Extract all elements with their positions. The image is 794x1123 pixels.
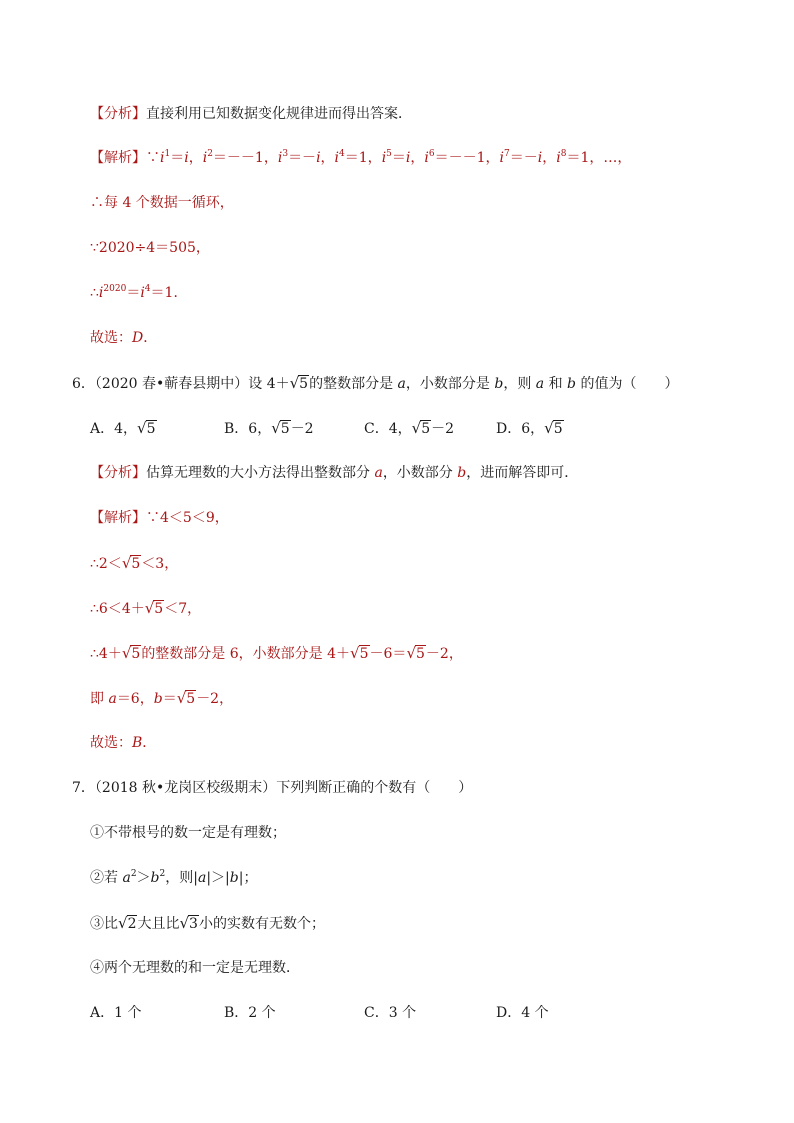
q6-choice: 故选：B． [90, 735, 157, 751]
q7-option-b[interactable]: B．2 个 [224, 1005, 276, 1021]
q6-option-c[interactable]: C．4，√5－2 [364, 419, 455, 437]
q6-solution-5: 即 a＝6，b＝√5－2， [90, 689, 234, 707]
q7-statement-2: ②若 $a^2>b^2$，则|a|＞|b|； [90, 869, 258, 886]
sqrt-5: √5 [289, 374, 309, 392]
q6-option-d[interactable]: D．6，√5 [496, 419, 563, 437]
q7-option-a[interactable]: A．1 个 [90, 1005, 142, 1021]
q5-choice: 故选：D． [90, 330, 158, 346]
q7-statement-3: ③比√2大且比√3小的实数有无数个； [90, 914, 325, 932]
q6-stem: 6．（2020 春•蕲春县期中）设 4＋√5的整数部分是 a，小数部分是 b，则 a 和 b 的值为（ ） [72, 374, 679, 392]
q6-solution-2: ∴2＜√5＜3， [90, 554, 179, 572]
q5-division-line: ∵2020÷4＝505， [90, 240, 210, 256]
q5-solution: 【解析】$\because i^1=i$，$i^2=--1$，$i^3=-i$，$i^4=1$，$i^5=i$，$i^6=--1$，$i^7=-i$，$i^8=1$，…， [90, 149, 632, 166]
q5-cycle-line: ∴每 4 个数据一循环， [90, 195, 234, 211]
q7-stem: 7．（2018 秋•龙岗区校级期末）下列判断正确的个数有（ ） [72, 780, 473, 796]
q6-analysis: 【分析】估算无理数的大小方法得出整数部分 a，小数部分 b，进而解答即可． [90, 465, 579, 481]
q7-statement-1: ①不带根号的数一定是有理数； [90, 825, 286, 841]
q5-analysis: 【分析】直接利用已知数据变化规律进而得出答案． [90, 106, 412, 122]
q7-option-c[interactable]: C．3 个 [364, 1005, 417, 1021]
q6-solution-3: ∴6＜4＋√5＜7， [90, 599, 202, 617]
q6-option-a[interactable]: A．4，√5 [90, 419, 156, 437]
q7-option-d[interactable]: D．4 个 [496, 1005, 549, 1021]
q6-solution-1: 【解析】∵4＜5＜9， [90, 510, 229, 526]
q6-solution-4: ∴4＋√5的整数部分是 6，小数部分是 4＋√5－6＝√5－2， [90, 644, 463, 662]
q6-option-b[interactable]: B．6，√5－2 [224, 419, 314, 437]
q5-result-line: $\therefore i^{2020}=i^4=1$． [90, 284, 188, 301]
q7-statement-4: ④两个无理数的和一定是无理数． [90, 960, 300, 976]
